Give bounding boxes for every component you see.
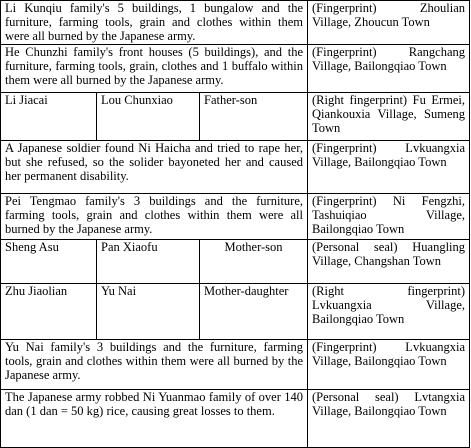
event-description: A Japanese soldier found Ni Haicha and tried to rape her, but she refused, so the solider bayoneted her and caused her permanent disability. bbox=[1, 140, 308, 193]
person-name: Li Jiacai bbox=[1, 92, 97, 140]
signature-note: (Personal seal) Huangling Village, Changshan Town bbox=[308, 239, 470, 283]
table-row bbox=[1, 239, 470, 283]
event-description: The Japanese army robbed Ni Yuanmao family of over 140 dan (1 dan = 50 kg) rice, causing great losses to them. bbox=[1, 389, 308, 447]
table-row bbox=[1, 339, 470, 389]
table-row bbox=[1, 283, 470, 339]
event-description: Pei Tengmao family's 3 buildings and the furniture, farming tools, grain and clothes within them were all burned by the Japanese army. bbox=[1, 193, 308, 239]
event-description: He Chunzhi family's front houses (5 buildings), and the furniture, farming tools, grain, clothes and 1 buffalo within them were all burned by the Japanese army. bbox=[1, 44, 308, 92]
signature-note: (Fingerprint) Lvkuangxia Village, Bailongqiao Town bbox=[308, 140, 470, 193]
relation: Father-son bbox=[200, 92, 308, 140]
event-description: Li Kunqiu family's 5 buildings, 1 bungalow and the furniture, farming tools, grain and clothes within them were all burned by the Japanese army. bbox=[1, 1, 308, 45]
person-name: Zhu Jiaolian bbox=[1, 283, 97, 339]
signature-note: (Fingerprint) Zhoulian Village, Zhoucun Town bbox=[308, 1, 470, 45]
person-name: Sheng Asu bbox=[1, 239, 97, 283]
person-name: Yu Nai bbox=[97, 283, 200, 339]
table-row bbox=[1, 389, 470, 447]
signature-note: (Fingerprint) Rangchang Village, Bailongqiao Town bbox=[308, 44, 470, 92]
signature-note: (Fingerprint) Lvkuangxia Village, Bailongqiao Town bbox=[308, 339, 470, 389]
table-row bbox=[1, 44, 470, 92]
table-row bbox=[1, 1, 470, 45]
table-row bbox=[1, 92, 470, 140]
relation: Mother-son bbox=[200, 239, 308, 283]
signature-note: (Fingerprint) Ni Fengzhi, Tashuiqiao Village, Bailongqiao Town bbox=[308, 193, 470, 239]
table-row bbox=[1, 140, 470, 193]
person-name: Pan Xiaofu bbox=[97, 239, 200, 283]
signature-note: (Right fingerprint) Fu Ermei, Qiankouxia Village, Sumeng Town bbox=[308, 92, 470, 140]
signature-note: (Right fingerprint) Lvkuangxia Village, Bailongqiao Town bbox=[308, 283, 470, 339]
person-name: Lou Chunxiao bbox=[97, 92, 200, 140]
table-row bbox=[1, 193, 470, 239]
relation: Mother-daughter bbox=[200, 283, 308, 339]
event-description: Yu Nai family's 3 buildings and the furniture, farming tools, grain and clothes within them were all burned by the Japanese army. bbox=[1, 339, 308, 389]
signature-note: (Personal seal) Lvtangxia Village, Bailongqiao Town bbox=[308, 389, 470, 447]
